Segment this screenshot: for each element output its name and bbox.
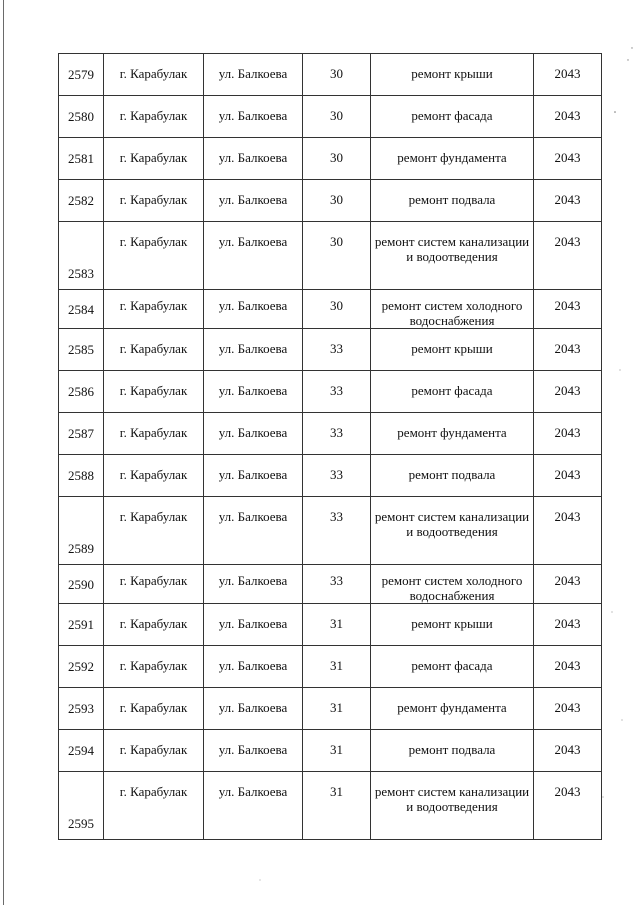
- row-number-cell: 2589: [59, 497, 104, 565]
- year-cell: 2043: [534, 497, 602, 565]
- house-number-cell: 33: [303, 455, 371, 497]
- table-row: [59, 730, 602, 772]
- year-cell: 2043: [534, 688, 602, 730]
- table-body: [59, 54, 602, 840]
- year-cell: 2043: [534, 604, 602, 646]
- row-number-cell: 2584: [59, 290, 104, 329]
- row-number-cell: 2579: [59, 54, 104, 96]
- table-row: [59, 138, 602, 180]
- work-type-cell: ремонт фундамента: [371, 688, 534, 730]
- city-cell: г. Карабулак: [104, 730, 204, 772]
- table-row: [59, 646, 602, 688]
- row-number-cell: 2586: [59, 371, 104, 413]
- house-number-cell: 30: [303, 180, 371, 222]
- city-cell: г. Карабулак: [104, 565, 204, 604]
- table-row: [59, 54, 602, 96]
- street-cell: ул. Балкоева: [204, 329, 303, 371]
- table-row: [59, 455, 602, 497]
- work-type-cell: ремонт подвала: [371, 730, 534, 772]
- row-number-cell: 2583: [59, 222, 104, 290]
- house-number-cell: 30: [303, 222, 371, 290]
- city-cell: г. Карабулак: [104, 497, 204, 565]
- house-number-cell: 30: [303, 54, 371, 96]
- year-cell: 2043: [534, 646, 602, 688]
- work-type-cell: ремонт систем холодного водоснабжения: [371, 565, 534, 604]
- work-type-cell: ремонт систем канализации и водоотведения: [371, 772, 534, 840]
- street-cell: ул. Балкоева: [204, 413, 303, 455]
- table-row: [59, 222, 602, 290]
- row-number-cell: 2595: [59, 772, 104, 840]
- street-cell: ул. Балкоева: [204, 455, 303, 497]
- city-cell: г. Карабулак: [104, 329, 204, 371]
- repair-schedule-table: [58, 53, 602, 840]
- city-cell: г. Карабулак: [104, 772, 204, 840]
- year-cell: 2043: [534, 565, 602, 604]
- row-number-cell: 2594: [59, 730, 104, 772]
- year-cell: 2043: [534, 180, 602, 222]
- house-number-cell: 30: [303, 138, 371, 180]
- house-number-cell: 31: [303, 604, 371, 646]
- street-cell: ул. Балкоева: [204, 371, 303, 413]
- house-number-cell: 31: [303, 688, 371, 730]
- city-cell: г. Карабулак: [104, 96, 204, 138]
- city-cell: г. Карабулак: [104, 290, 204, 329]
- table-row: [59, 688, 602, 730]
- work-type-cell: ремонт фасада: [371, 96, 534, 138]
- year-cell: 2043: [534, 772, 602, 840]
- work-type-cell: ремонт систем канализации и водоотведения: [371, 497, 534, 565]
- scan-edge-line: [3, 0, 4, 905]
- row-number-cell: 2587: [59, 413, 104, 455]
- year-cell: 2043: [534, 329, 602, 371]
- work-type-cell: ремонт фасада: [371, 371, 534, 413]
- house-number-cell: 30: [303, 96, 371, 138]
- work-type-cell: ремонт крыши: [371, 329, 534, 371]
- table-row: [59, 565, 602, 604]
- year-cell: 2043: [534, 371, 602, 413]
- street-cell: ул. Балкоева: [204, 646, 303, 688]
- house-number-cell: 31: [303, 772, 371, 840]
- work-type-cell: ремонт крыши: [371, 604, 534, 646]
- street-cell: ул. Балкоева: [204, 730, 303, 772]
- year-cell: 2043: [534, 222, 602, 290]
- house-number-cell: 31: [303, 730, 371, 772]
- table-row: [59, 180, 602, 222]
- row-number-cell: 2592: [59, 646, 104, 688]
- table-row: [59, 413, 602, 455]
- row-number-cell: 2582: [59, 180, 104, 222]
- work-type-cell: ремонт фундамента: [371, 413, 534, 455]
- year-cell: 2043: [534, 413, 602, 455]
- street-cell: ул. Балкоева: [204, 222, 303, 290]
- street-cell: ул. Балкоева: [204, 772, 303, 840]
- work-type-cell: ремонт систем канализации и водоотведения: [371, 222, 534, 290]
- work-type-cell: ремонт фасада: [371, 646, 534, 688]
- row-number-cell: 2585: [59, 329, 104, 371]
- city-cell: г. Карабулак: [104, 180, 204, 222]
- work-type-cell: ремонт крыши: [371, 54, 534, 96]
- city-cell: г. Карабулак: [104, 413, 204, 455]
- table-row: [59, 604, 602, 646]
- city-cell: г. Карабулак: [104, 222, 204, 290]
- street-cell: ул. Балкоева: [204, 96, 303, 138]
- street-cell: ул. Балкоева: [204, 604, 303, 646]
- table-row: [59, 329, 602, 371]
- year-cell: 2043: [534, 138, 602, 180]
- table-row: [59, 96, 602, 138]
- house-number-cell: 33: [303, 565, 371, 604]
- city-cell: г. Карабулак: [104, 646, 204, 688]
- work-type-cell: ремонт подвала: [371, 180, 534, 222]
- street-cell: ул. Балкоева: [204, 54, 303, 96]
- row-number-cell: 2581: [59, 138, 104, 180]
- house-number-cell: 33: [303, 497, 371, 565]
- street-cell: ул. Балкоева: [204, 138, 303, 180]
- table-row: [59, 371, 602, 413]
- row-number-cell: 2593: [59, 688, 104, 730]
- year-cell: 2043: [534, 455, 602, 497]
- city-cell: г. Карабулак: [104, 688, 204, 730]
- city-cell: г. Карабулак: [104, 455, 204, 497]
- table-row: [59, 290, 602, 329]
- year-cell: 2043: [534, 730, 602, 772]
- city-cell: г. Карабулак: [104, 371, 204, 413]
- work-type-cell: ремонт систем холодного водоснабжения: [371, 290, 534, 329]
- house-number-cell: 30: [303, 290, 371, 329]
- house-number-cell: 33: [303, 329, 371, 371]
- row-number-cell: 2580: [59, 96, 104, 138]
- street-cell: ул. Балкоева: [204, 688, 303, 730]
- street-cell: ул. Балкоева: [204, 180, 303, 222]
- table-row: [59, 497, 602, 565]
- year-cell: 2043: [534, 290, 602, 329]
- house-number-cell: 33: [303, 413, 371, 455]
- work-type-cell: ремонт фундамента: [371, 138, 534, 180]
- row-number-cell: 2590: [59, 565, 104, 604]
- house-number-cell: 33: [303, 371, 371, 413]
- work-type-cell: ремонт подвала: [371, 455, 534, 497]
- row-number-cell: 2591: [59, 604, 104, 646]
- table-row: [59, 772, 602, 840]
- year-cell: 2043: [534, 96, 602, 138]
- city-cell: г. Карабулак: [104, 54, 204, 96]
- street-cell: ул. Балкоева: [204, 497, 303, 565]
- year-cell: 2043: [534, 54, 602, 96]
- house-number-cell: 31: [303, 646, 371, 688]
- street-cell: ул. Балкоева: [204, 565, 303, 604]
- row-number-cell: 2588: [59, 455, 104, 497]
- city-cell: г. Карабулак: [104, 138, 204, 180]
- street-cell: ул. Балкоева: [204, 290, 303, 329]
- city-cell: г. Карабулак: [104, 604, 204, 646]
